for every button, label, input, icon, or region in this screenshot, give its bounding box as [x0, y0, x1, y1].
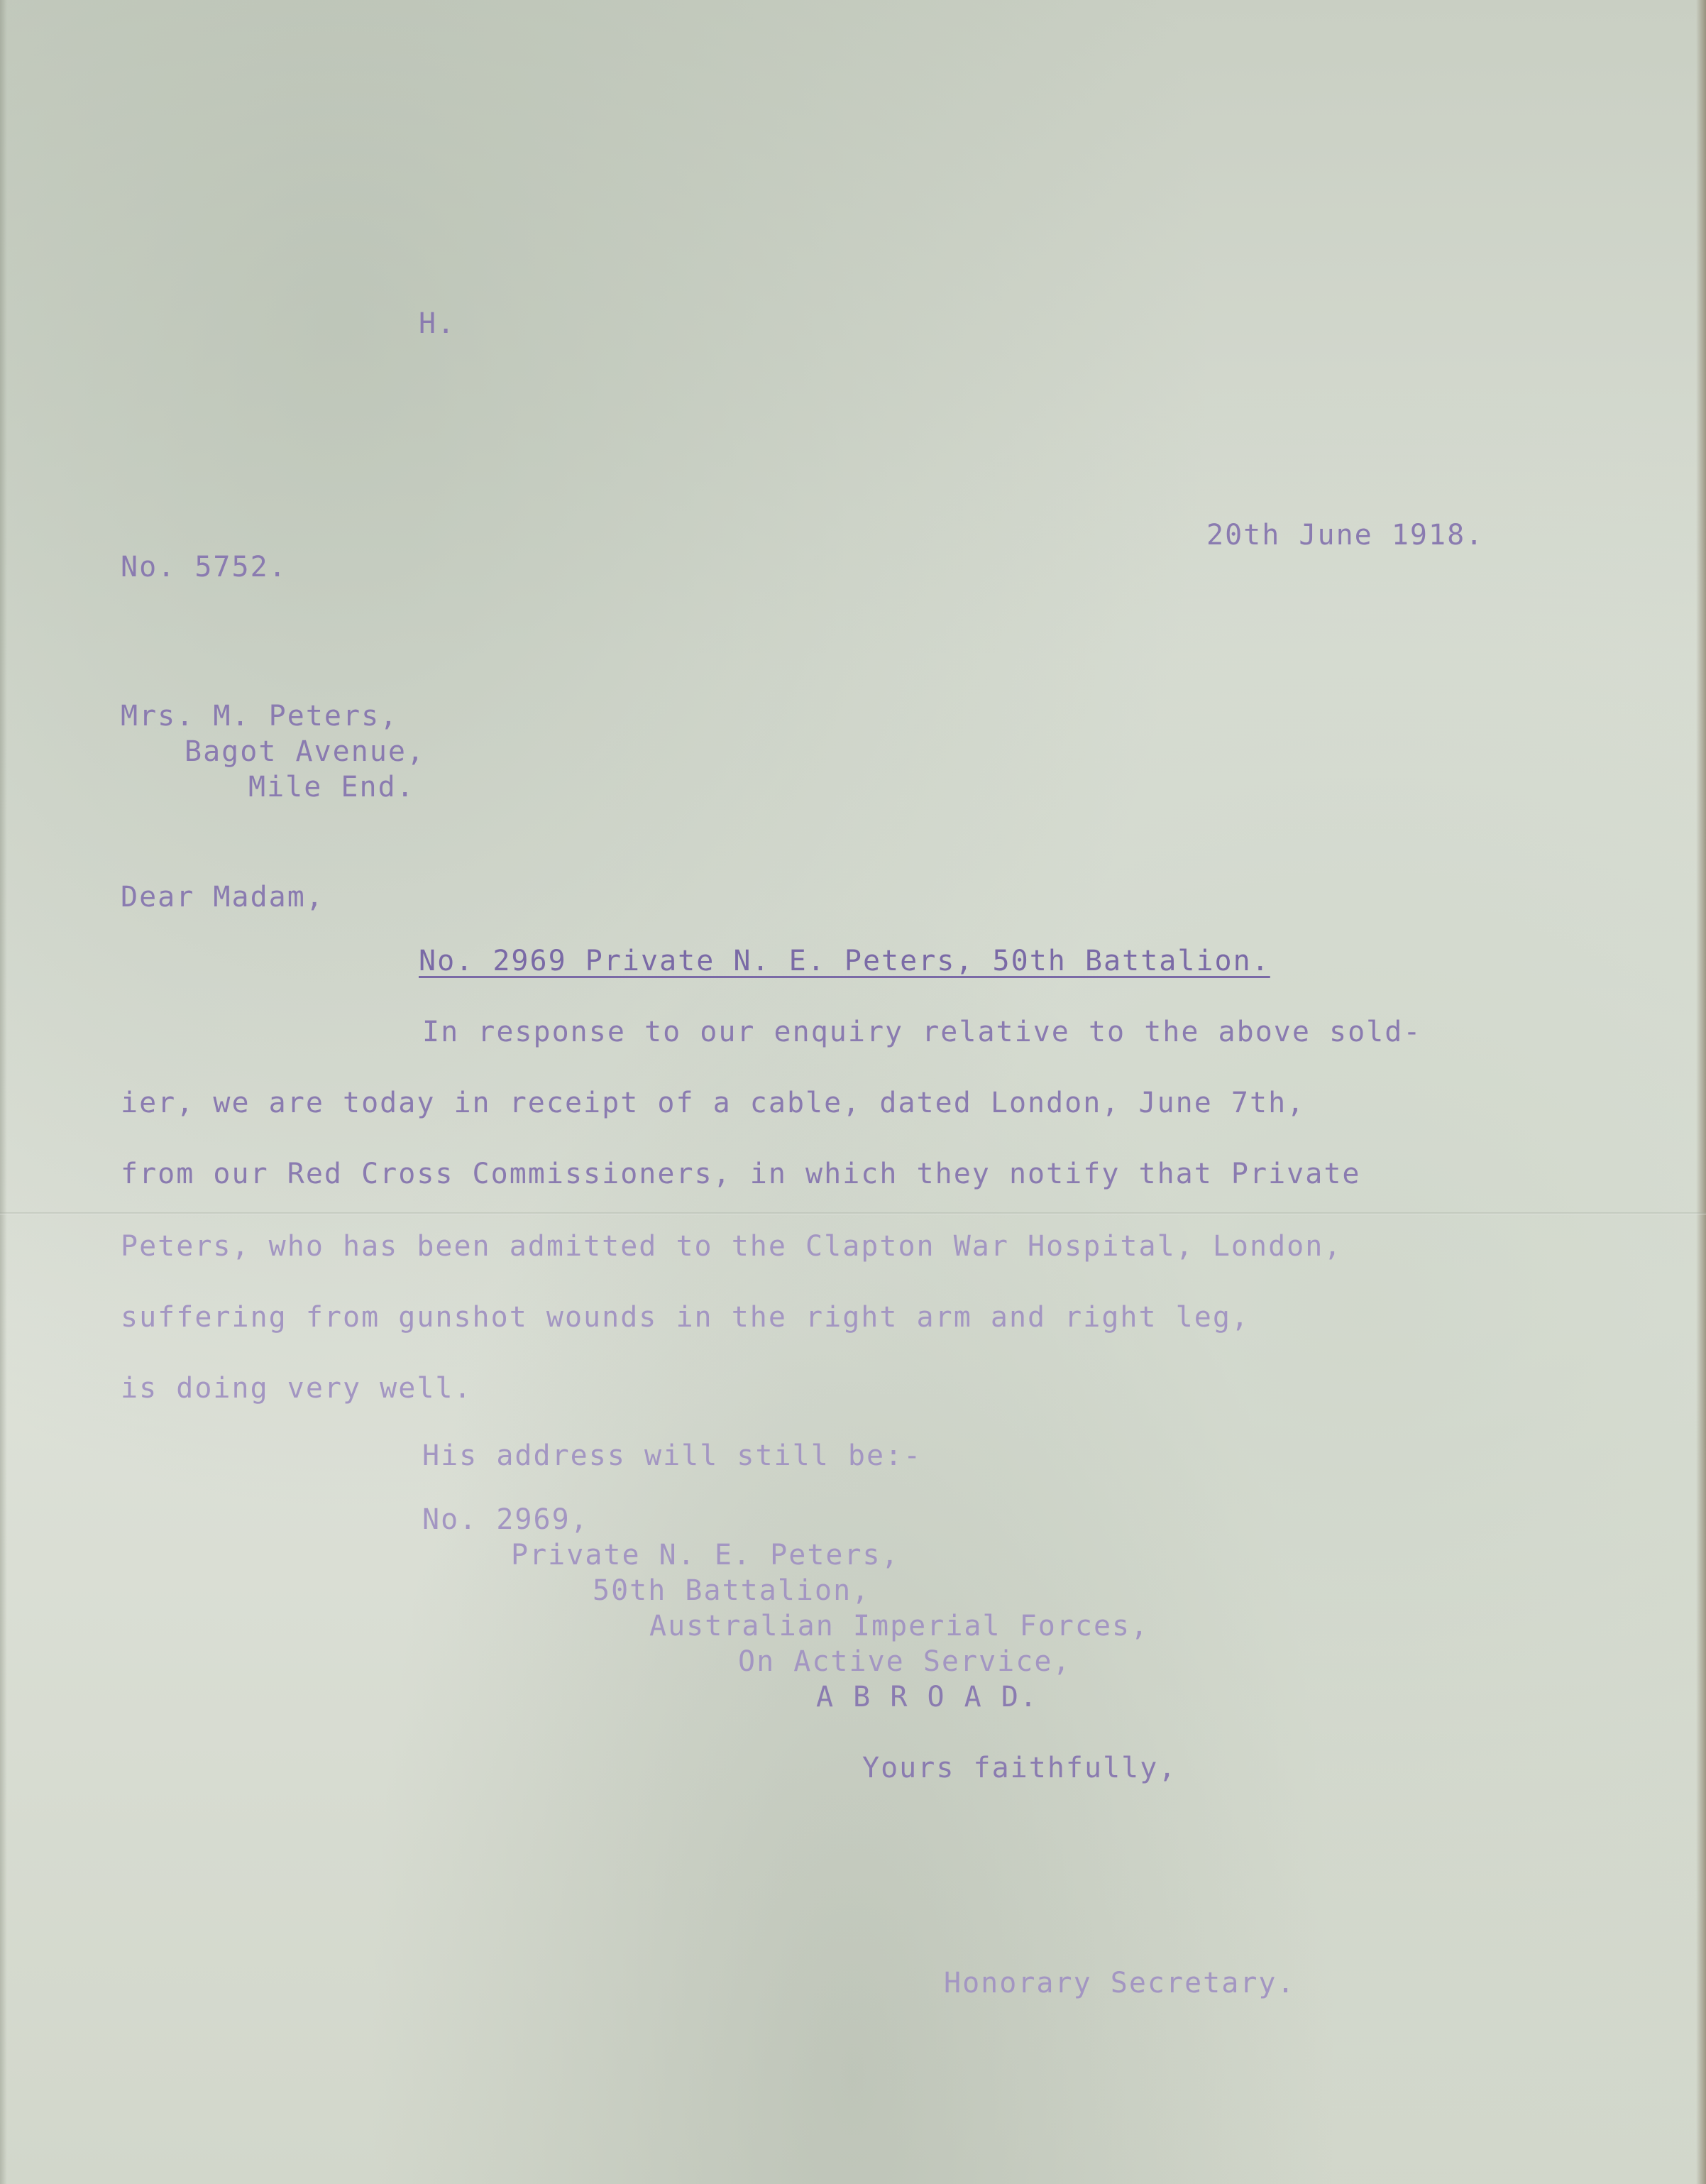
- signatory-title: Honorary Secretary.: [944, 1967, 1296, 1999]
- body-line: from our Red Cross Commissioners, in which they notify that Private: [121, 1158, 1361, 1190]
- soldier-unit: 50th Battalion,: [593, 1574, 871, 1607]
- letter-date: 20th June 1918.: [1206, 519, 1485, 552]
- recipient-name: Mrs. M. Peters,: [121, 700, 399, 732]
- soldier-location: A B R O A D.: [816, 1681, 1038, 1713]
- address-intro: His address will still be:-: [422, 1439, 923, 1472]
- recipient-suburb: Mile End.: [248, 771, 415, 803]
- page-right-edge: [1696, 0, 1706, 2184]
- file-mark: H.: [419, 307, 456, 340]
- reference-number: No. 5752.: [121, 551, 287, 583]
- body-line: suffering from gunshot wounds in the right arm and right leg,: [121, 1301, 1250, 1334]
- closing: Yours faithfully,: [862, 1752, 1177, 1784]
- body-line: is doing very well.: [121, 1372, 473, 1405]
- paper-fold-line: [0, 1212, 1706, 1215]
- recipient-street: Bagot Avenue,: [185, 735, 426, 768]
- salutation: Dear Madam,: [121, 881, 324, 913]
- soldier-service: On Active Service,: [738, 1645, 1072, 1678]
- body-line: ier, we are today in receipt of a cable, dated London, June 7th,: [121, 1087, 1306, 1119]
- soldier-name: Private N. E. Peters,: [511, 1539, 900, 1571]
- subject-line: No. 2969 Private N. E. Peters, 50th Battalion.: [419, 945, 1270, 977]
- soldier-force: Australian Imperial Forces,: [649, 1610, 1150, 1642]
- page-left-shadow: [0, 0, 7, 2184]
- body-line: In response to our enquiry relative to the above sold-: [422, 1016, 1422, 1048]
- soldier-number: No. 2969,: [422, 1503, 589, 1536]
- body-line: Peters, who has been admitted to the Clapton War Hospital, London,: [121, 1230, 1343, 1263]
